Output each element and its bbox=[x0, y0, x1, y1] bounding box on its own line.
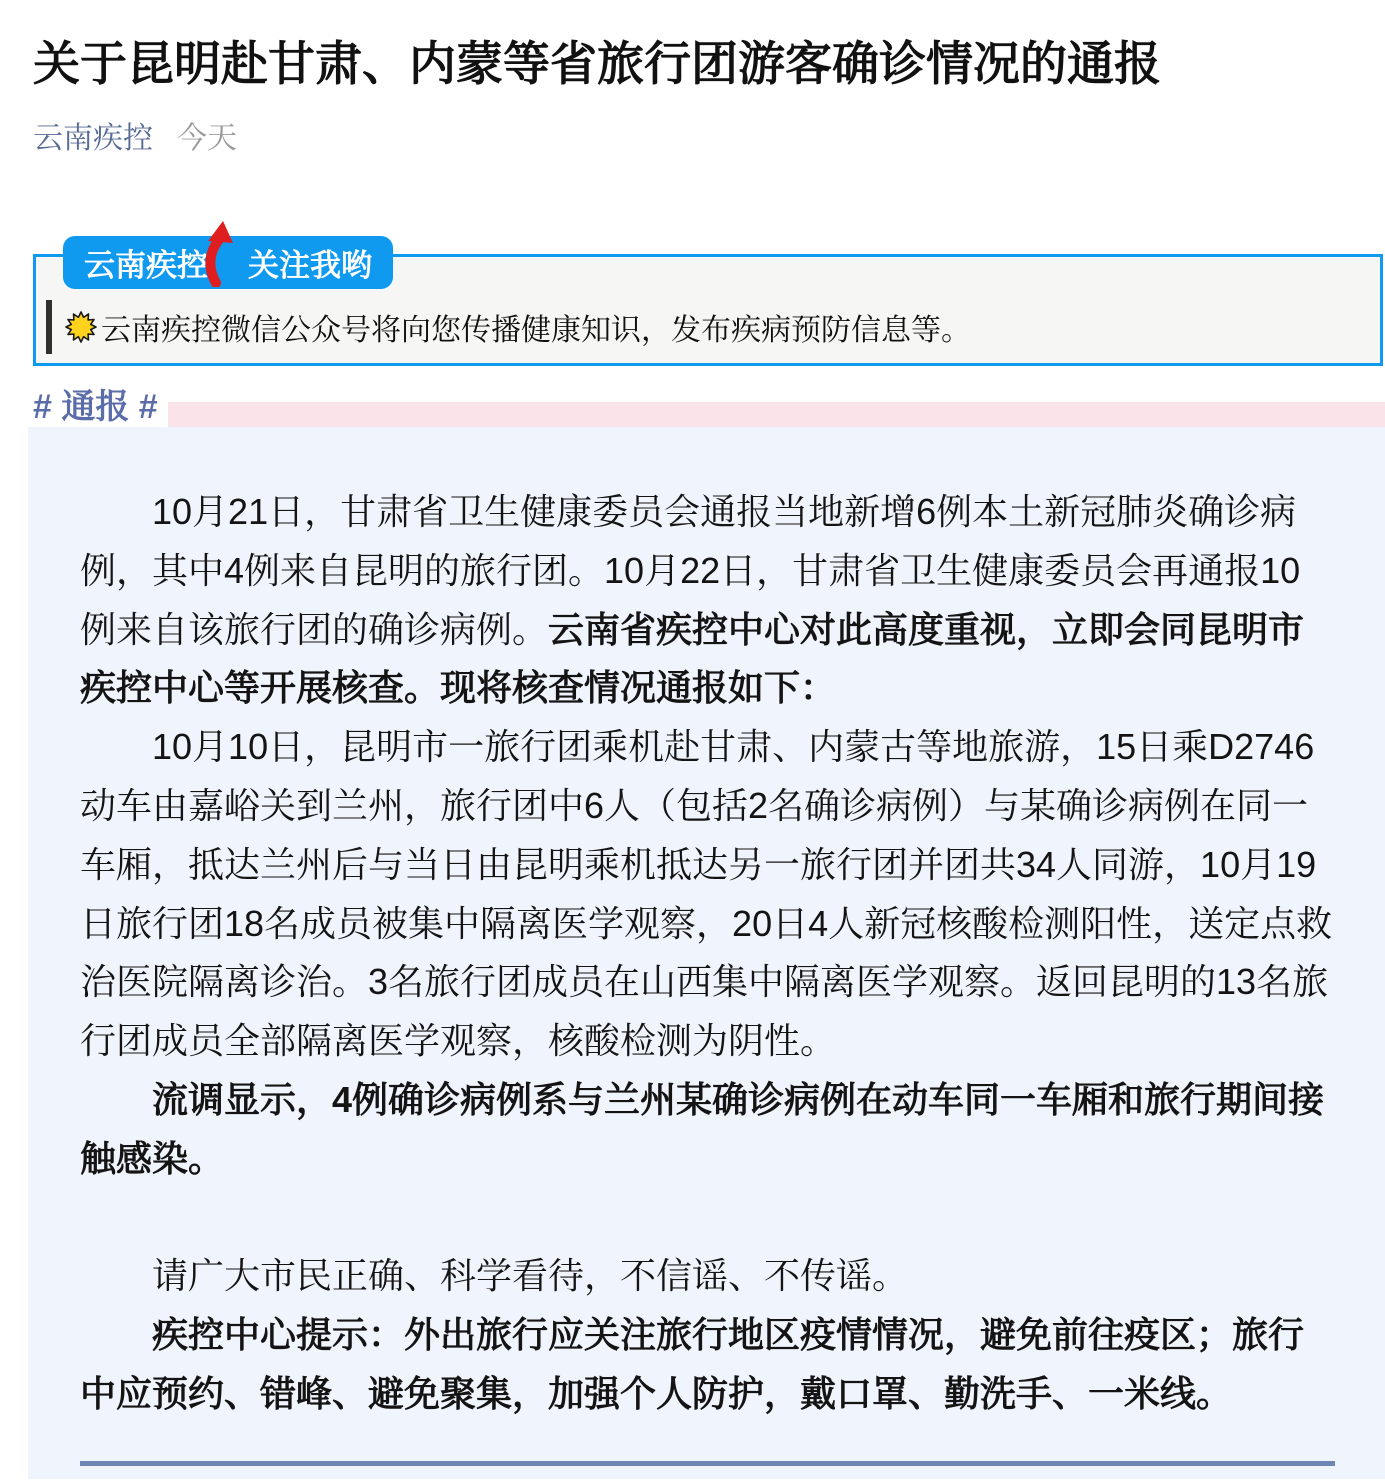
text-run: 10月10日，昆明市一旅行团乘机赴甘肃、内蒙古等地旅游，15日乘D2746动车由嘉峪关到兰州，旅行团中6人（包括2名确诊病例）与某确诊病例在同一车厢，抵达兰州后与当日由昆明乘机抵达另一旅行团并团共34人同游，10月19日旅行团18名成员被集中隔离医学观察，20日4人新冠核酸检测阳性，送定点救治医院隔离诊治。3名旅行团成员在山西集中隔离医学观察。返回昆明的13名旅行团成员全部隔离医学观察，核酸检测为阴性。 bbox=[80, 726, 1333, 1062]
article-content bbox=[28, 427, 1385, 1479]
section-tag-row bbox=[0, 366, 1385, 427]
article-paragraph bbox=[80, 483, 1335, 718]
badge-account-label: 云南疾控 bbox=[84, 248, 208, 283]
bold-run: 流调显示，4例确诊病例系与兰州某确诊病例在动车同一车厢和旅行期间接触感染。 bbox=[80, 1078, 1325, 1179]
notice-text: 云南疾控微信公众号将向您传播健康知识，发布疾病预防信息等。 bbox=[101, 314, 971, 347]
follow-badge-button[interactable] bbox=[63, 236, 393, 289]
blank-line bbox=[80, 1189, 1335, 1248]
page-title: 关于昆明赴甘肃、内蒙等省旅行团游客确诊情况的通报 bbox=[33, 37, 1161, 90]
article-paragraph bbox=[80, 1247, 1335, 1306]
article-paragraph bbox=[80, 718, 1335, 1071]
account-link[interactable]: 云南疾控 bbox=[33, 122, 153, 155]
red-up-arrow-icon bbox=[199, 219, 241, 287]
sun-icon bbox=[65, 311, 97, 343]
badge-follow-label: 关注我哟 bbox=[248, 248, 372, 283]
article-body bbox=[80, 483, 1335, 1424]
text-run: 请广大市民正确、科学看待，不信谣、不传谣。 bbox=[152, 1255, 909, 1297]
tag-highlight-strip bbox=[168, 402, 1385, 427]
follow-banner bbox=[0, 236, 1385, 366]
article-paragraph bbox=[80, 1306, 1335, 1424]
article-paragraph bbox=[80, 1071, 1335, 1189]
quote-bar bbox=[46, 300, 52, 354]
bold-run: 云南省疾控中心对此高度重视，立即会同昆明市疾控中心等开展核查。现将核查情况通报如下： bbox=[80, 608, 1305, 709]
byline bbox=[33, 121, 1385, 157]
bold-run: 疾控中心提示：外出旅行应关注旅行地区疫情情况，避免前往疫区；旅行中应预约、错峰、避免聚集，加强个人防护，戴口罩、勤洗手、一米线。 bbox=[80, 1314, 1305, 1414]
text-run: 10月21日，甘肃省卫生健康委员会通报当地新增6例本土新冠肺炎确诊病例，其中4例来自昆明的旅行团。10月22日，甘肃省卫生健康委员会再通报10例来自该旅行团的确诊病例。 bbox=[80, 491, 1301, 650]
section-tag: # 通报 # bbox=[33, 388, 158, 426]
bottom-divider bbox=[80, 1461, 1335, 1466]
publish-date: 今天 bbox=[177, 122, 237, 155]
